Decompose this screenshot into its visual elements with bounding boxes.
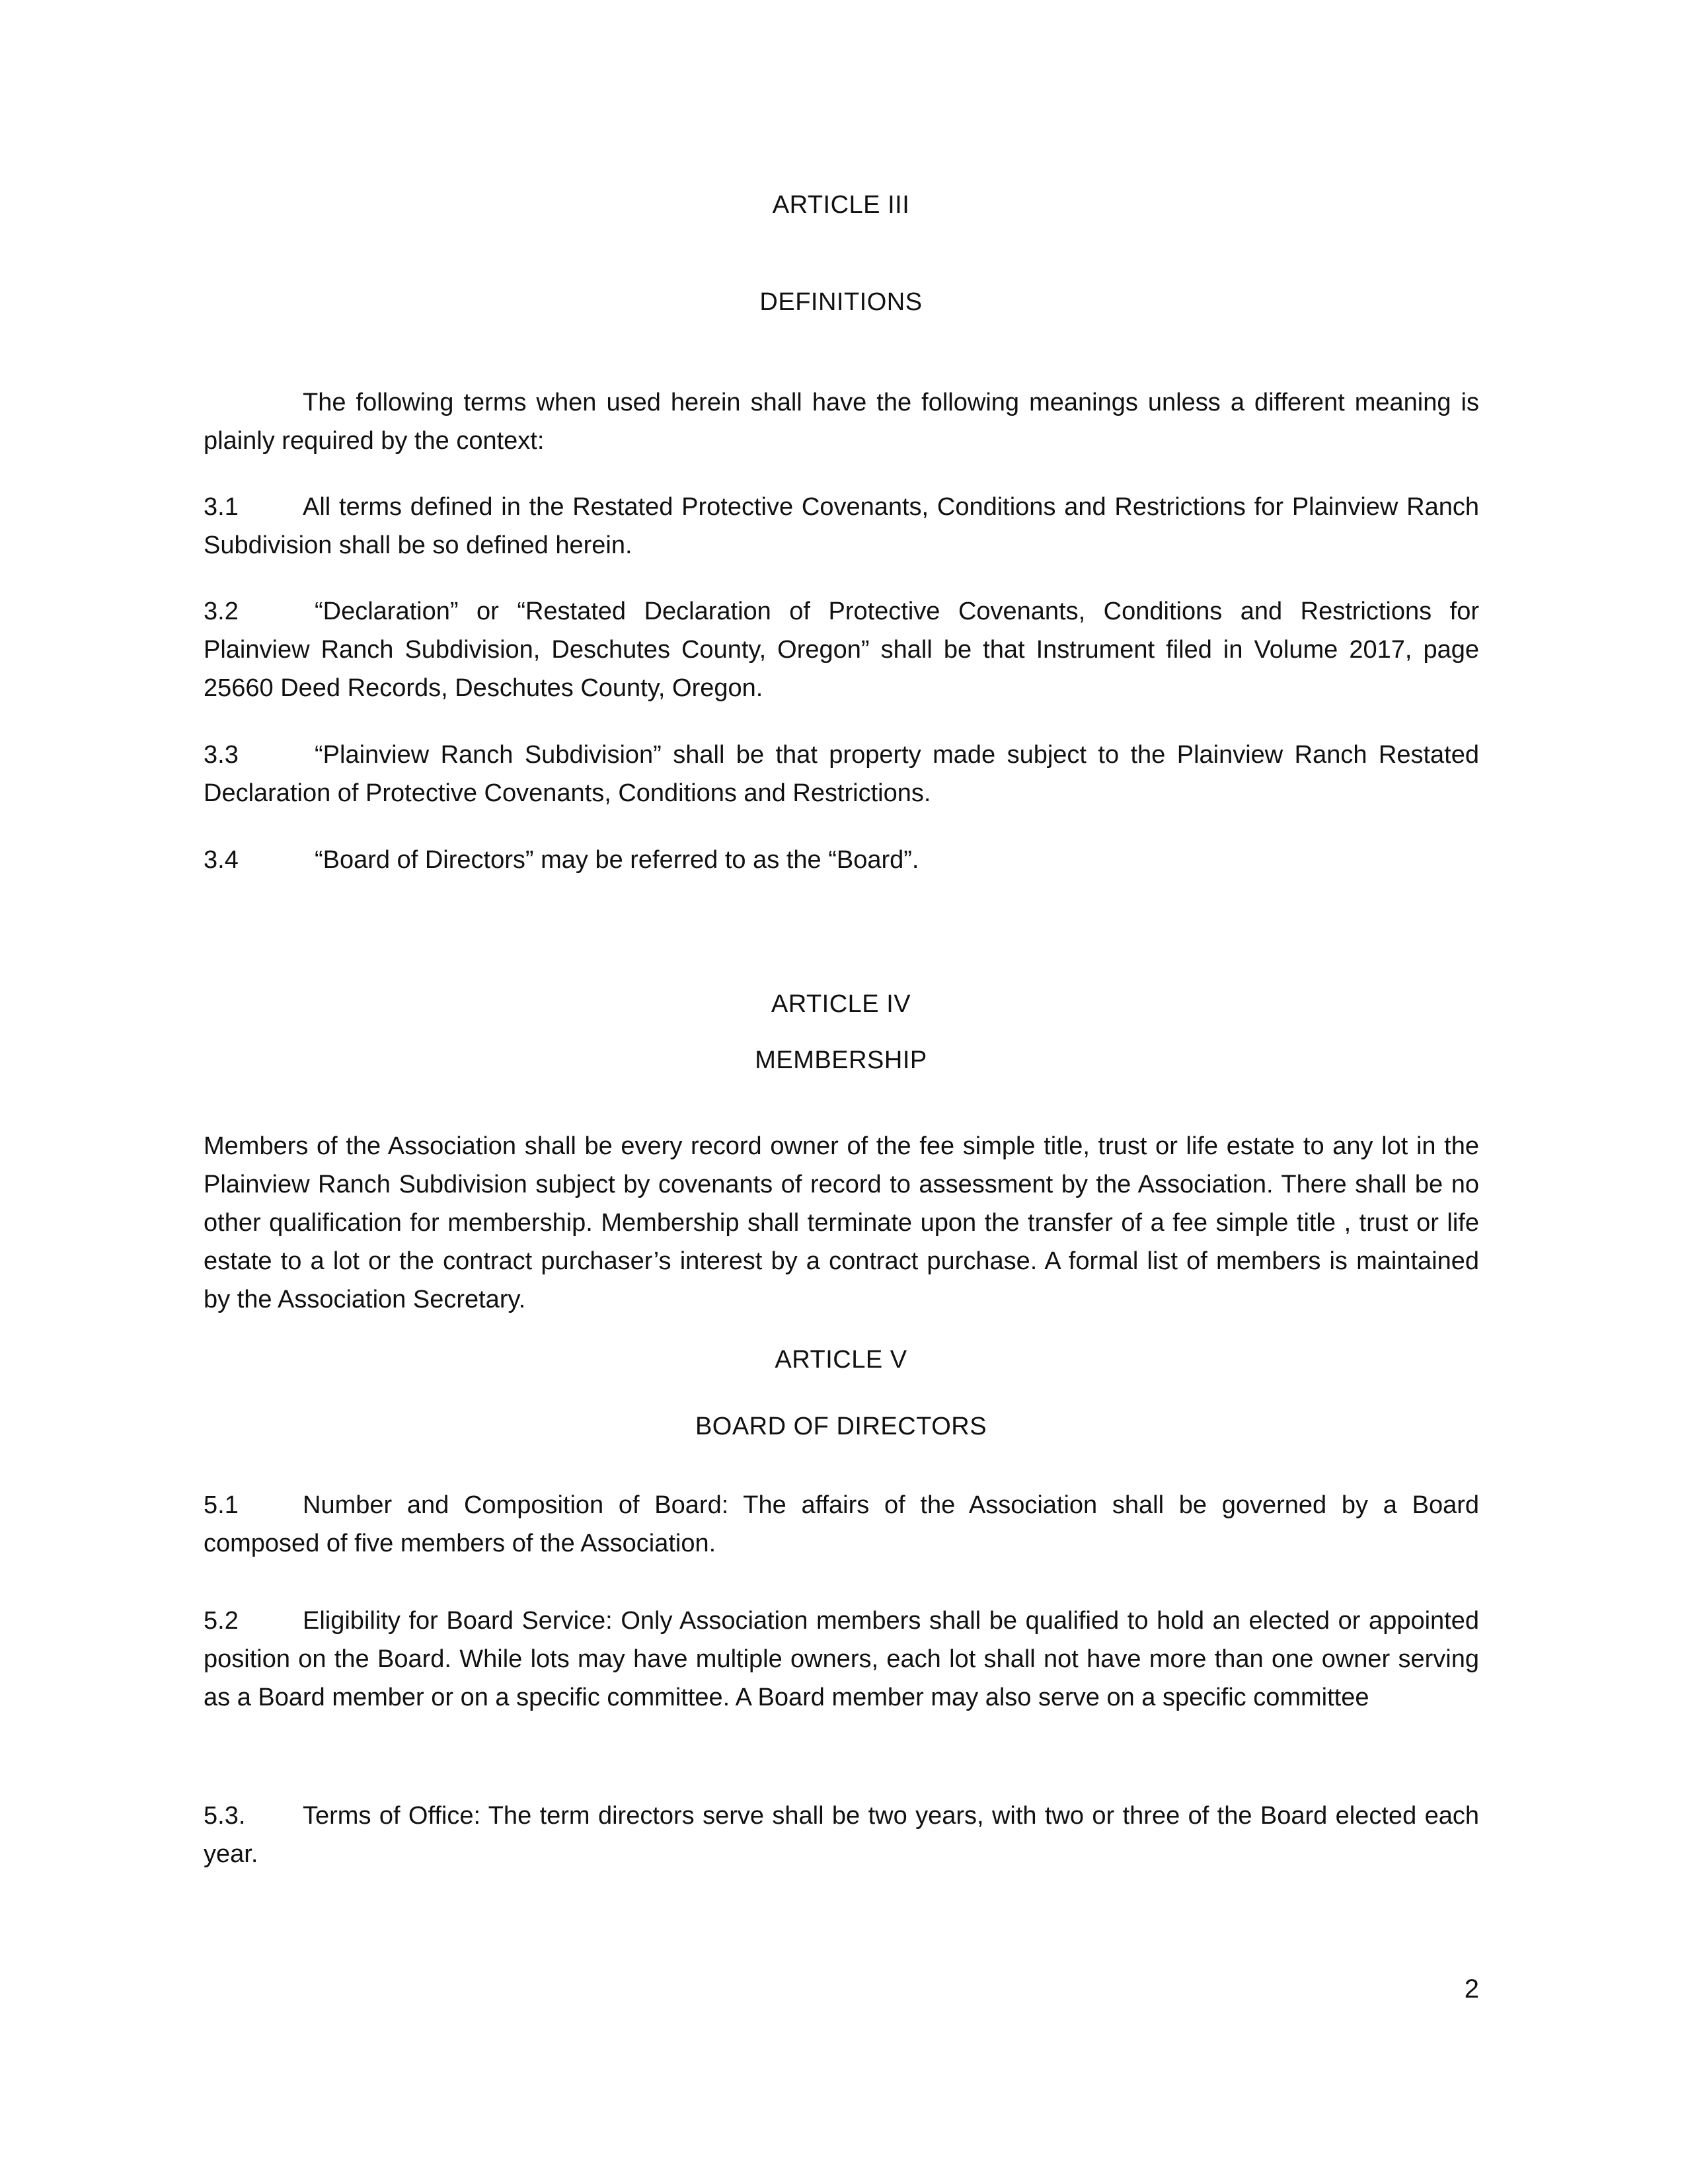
article-4-title: ARTICLE IV xyxy=(771,990,911,1018)
definition-text: “Declaration” or “Restated Declaration of Protective Covenants, Conditions and Restrictions for Plainview Ranch Subdivision, Deschutes County, Oregon” shall be that Instrument filed in Volume 2017, page 25660 Deed Records, Deschutes County, Oregon. xyxy=(204,598,1479,702)
article-3-intro-text: The following terms when used herein shall have the following meanings unless a different meaning is plainly required by the context: xyxy=(204,389,1479,455)
article-3-subtitle: DEFINITIONS xyxy=(759,288,923,316)
definition-number: 3.2 xyxy=(204,598,239,625)
article-3-title: ARTICLE III xyxy=(772,191,910,219)
section-text: Number and Composition of Board: The affairs of the Association shall be governed by a Board composed of five members of the Association. xyxy=(204,1491,1479,1557)
definition-3-4 xyxy=(204,841,1479,879)
definition-text: “Plainview Ranch Subdivision” shall be that property made subject to the Plainview Ranch Restated Declaration of Protective Covenants, Conditions and Restrictions. xyxy=(204,741,1479,807)
definition-text: “Board of Directors” may be referred to as the “Board”. xyxy=(315,846,919,874)
membership-paragraph: Members of the Association shall be every record owner of the fee simple title, trust or life estate to any lot in the Plainview Ranch Subdivision subject by covenants of record to assessment by the Association. There shall be no other qualification for membership. Membership shall terminate upon the transfer of a fee simple title , trust or life estate to a lot or the contract purchaser’s interest by a contract purchase. A formal list of members is maintained by the Association Secretary. xyxy=(204,1132,1479,1313)
page-number: 2 xyxy=(1464,1974,1479,2004)
section-5-1 xyxy=(204,1486,1479,1563)
section-text: Terms of Office: The term directors serve shall be two years, with two or three of the Board elected each year. xyxy=(204,1802,1479,1868)
definition-number: 3.3 xyxy=(204,741,239,769)
section-number: 5.3. xyxy=(204,1802,246,1830)
section-number: 5.1 xyxy=(204,1491,239,1519)
article-3-intro xyxy=(204,383,1479,460)
section-number: 5.2 xyxy=(204,1607,239,1635)
definition-3-2 xyxy=(204,592,1479,707)
definition-number: 3.1 xyxy=(204,493,239,521)
definition-3-3 xyxy=(204,736,1479,812)
definition-3-1 xyxy=(204,488,1479,565)
section-5-3 xyxy=(204,1797,1479,1873)
article-4-subtitle: MEMBERSHIP xyxy=(755,1046,927,1074)
section-text: Eligibility for Board Service: Only Association members shall be qualified to hold an elected or appointed position on the Board. While lots may have multiple owners, each lot shall not have more than one owner serving as a Board member or on a specific committee. A Board member may also serve on a specific committee xyxy=(204,1607,1479,1711)
definition-number: 3.4 xyxy=(204,846,239,874)
definition-text: All terms defined in the Restated Protective Covenants, Conditions and Restrictions for Plainview Ranch Subdivision shall be so defined herein. xyxy=(204,493,1479,559)
article-5-title: ARTICLE V xyxy=(775,1346,907,1374)
section-5-2 xyxy=(204,1602,1479,1717)
article-5-subtitle: BOARD OF DIRECTORS xyxy=(695,1413,987,1440)
